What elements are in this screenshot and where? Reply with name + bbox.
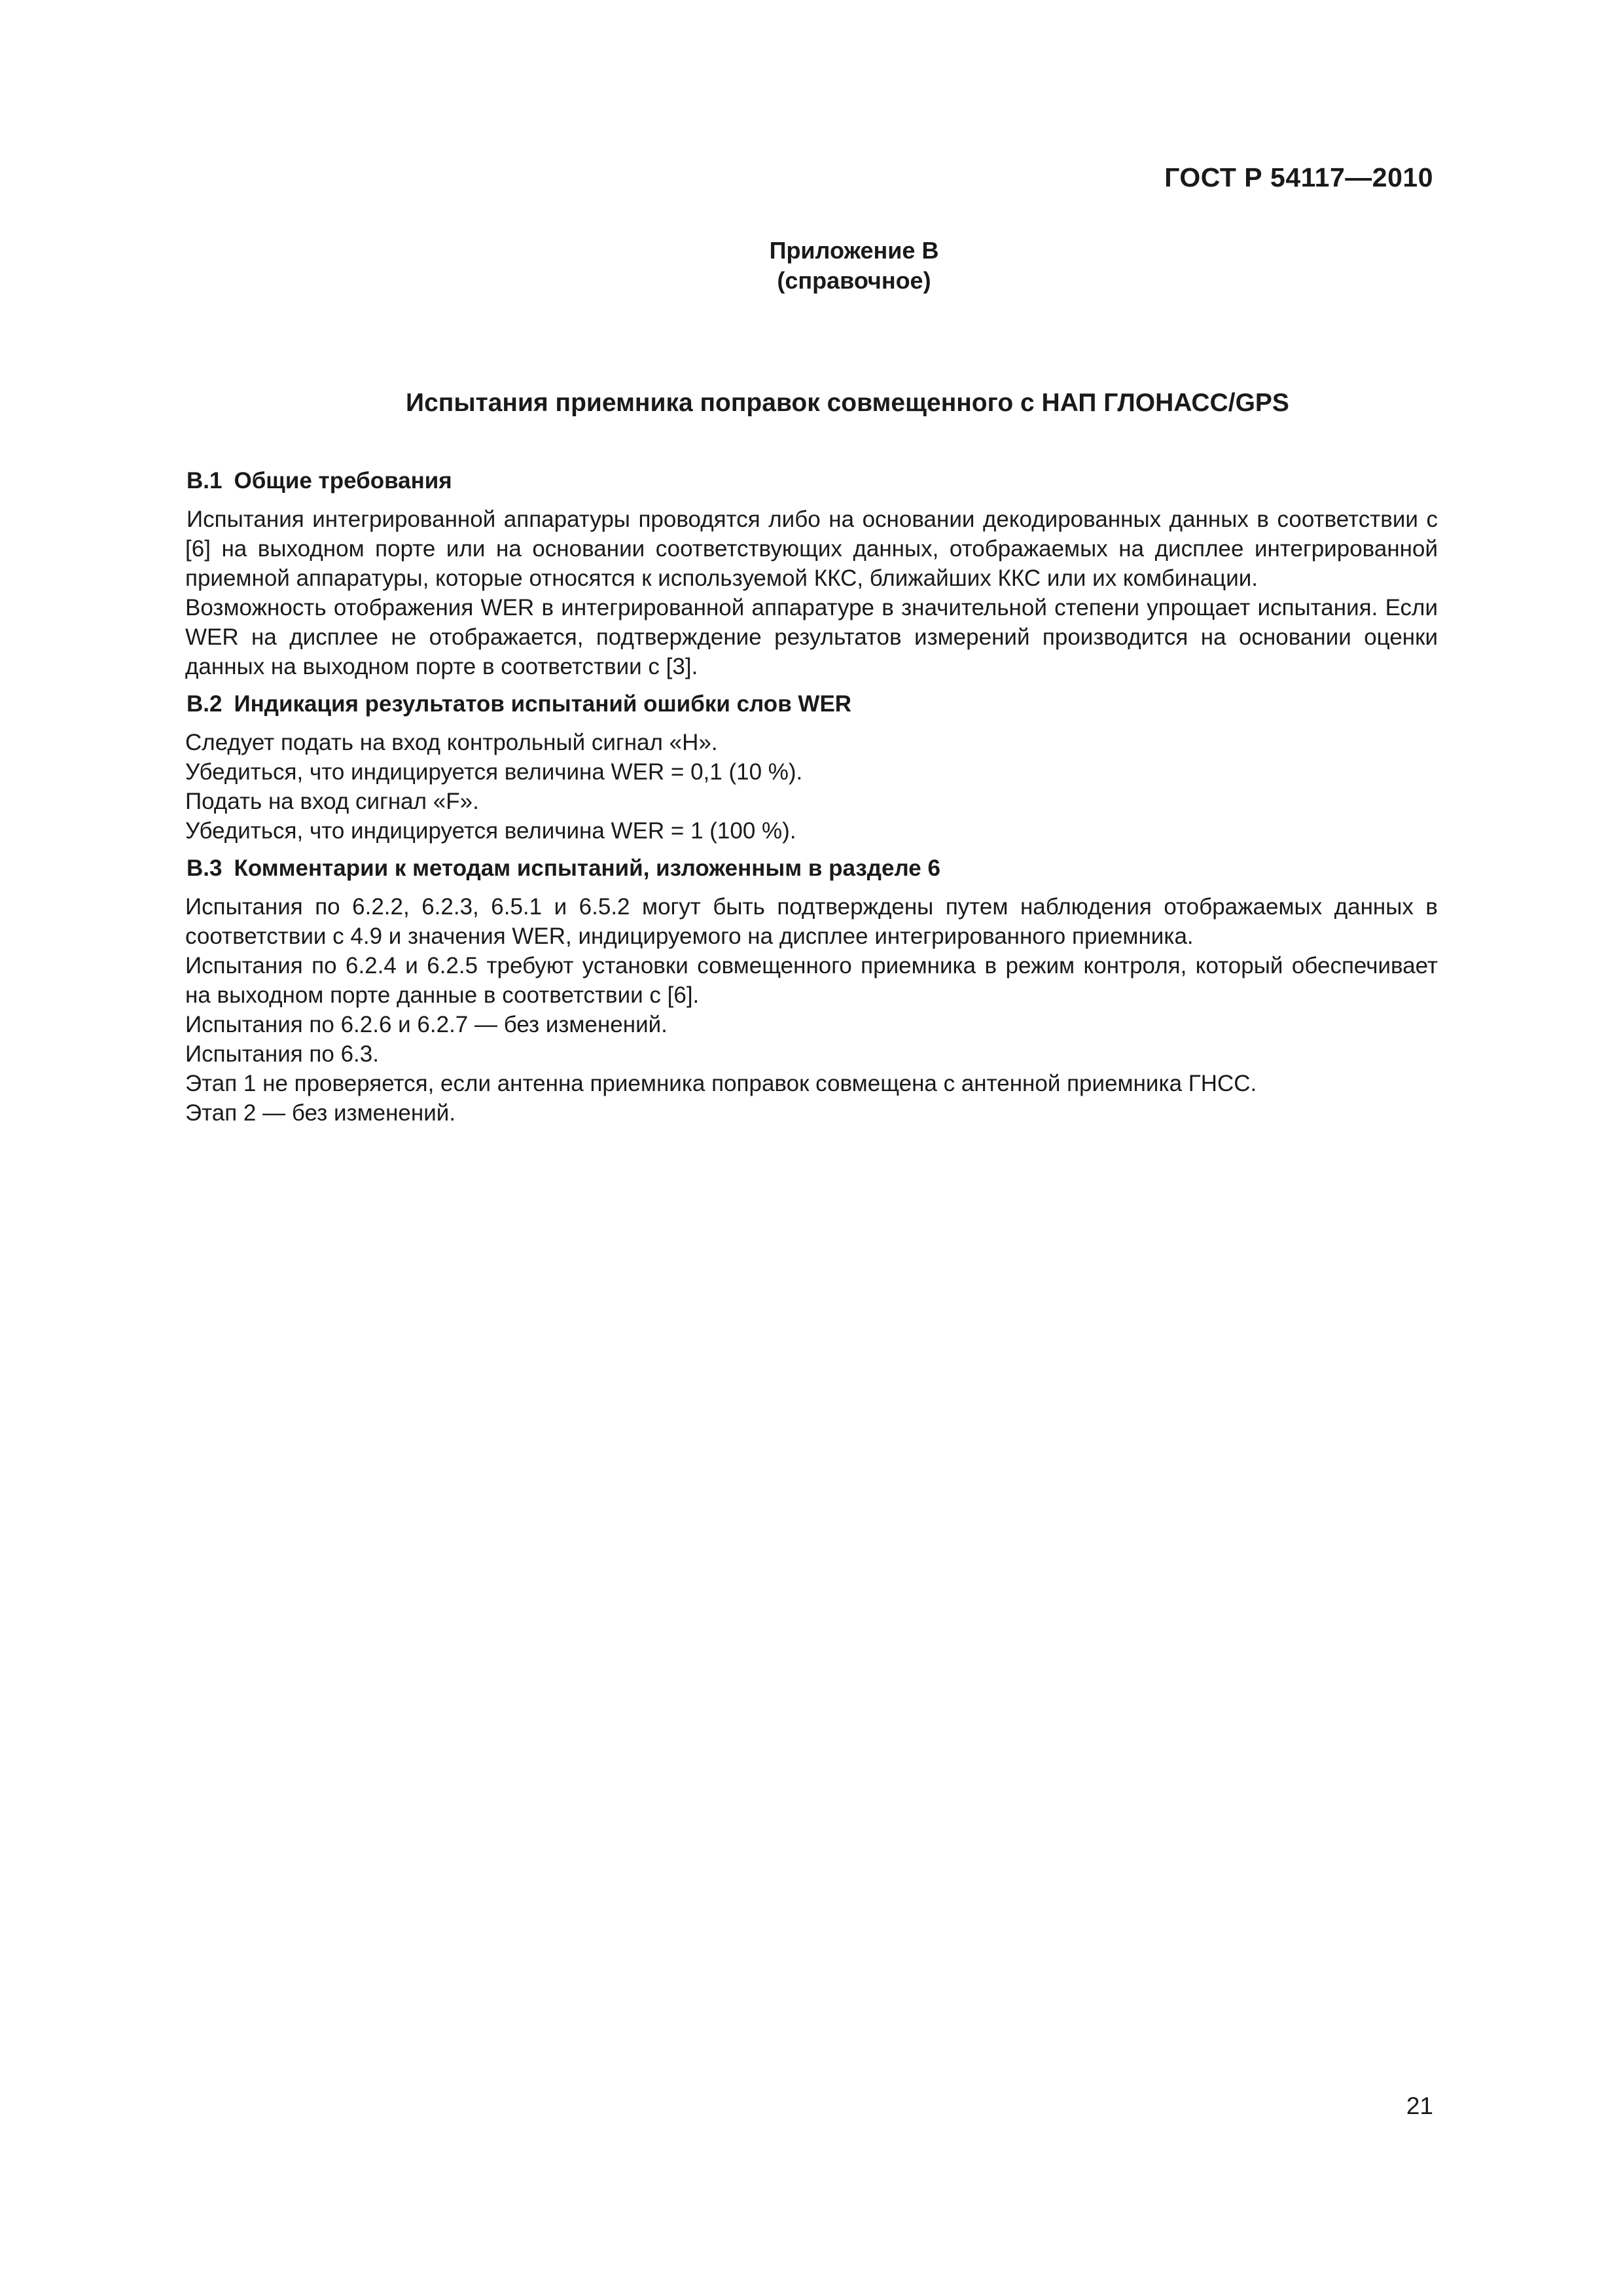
text-line: Испытания по 6.2.6 и 6.2.7 — без изменений. bbox=[185, 1012, 668, 1037]
section-number: В.1 bbox=[187, 468, 223, 493]
text-line: Этап 1 не проверяется, если антенна приемника поправок совмещена с антенной приемника ГНСС. bbox=[185, 1071, 1257, 1096]
page-title bbox=[0, 389, 1623, 418]
text-line: Испытания по 6.3. bbox=[185, 1041, 379, 1067]
paragraph: Испытания по 6.2.4 и 6.2.5 требуют установки совмещенного приемника в режим контроля, который обеспечивает на выходном порте данные в соответствии с [6]. bbox=[185, 953, 1438, 1008]
section-heading-b3 bbox=[185, 853, 1438, 883]
section-title: Общие требования bbox=[234, 468, 452, 493]
appendix-label: Приложение В bbox=[769, 237, 939, 264]
text-line: Этап 2 — без изменений. bbox=[185, 1100, 456, 1126]
paragraph: Испытания интегрированной аппаратуры проводятся либо на основании декодированных данных в соответствии с [6] на выходном порте или на основании соответствующих данных, отображаемых на дисплее интегрированной приемной аппаратуры, которые относятся к используемой ККС, ближайших ККС или их комбинации. bbox=[185, 507, 1438, 591]
appendix-header bbox=[0, 236, 1623, 296]
paragraph: Испытания по 6.2.2, 6.2.3, 6.5.1 и 6.5.2 могут быть подтверждены путем наблюдения отображаемых данных в соответствии с 4.9 и значения WER, индицируемого на дисплее интегрированного приемника. bbox=[185, 894, 1438, 949]
paragraph: Возможность отображения WER в интегрированной аппаратуре в значительной степени упрощает испытания. Если WER на дисплее не отображается, подтверждение результатов измерений производится на основании оценки данных на выходном порте в соответствии с [3]. bbox=[185, 595, 1438, 679]
text-line: Подать на вход сигнал «F». bbox=[185, 789, 479, 814]
page-number: 21 bbox=[1406, 2092, 1433, 2119]
section-title: Индикация результатов испытаний ошибки слов WER bbox=[234, 691, 852, 717]
appendix-type: (справочное) bbox=[777, 267, 931, 294]
section-number: В.2 bbox=[187, 691, 223, 717]
page-title-text: Испытания приемника поправок совмещенного с НАП ГЛОНАСС/GPS bbox=[406, 389, 1289, 417]
section-heading-b2 bbox=[185, 689, 1438, 719]
section-number: В.3 bbox=[187, 855, 223, 881]
document-body bbox=[185, 466, 1438, 1128]
text-line: Убедиться, что индицируется величина WER = 1 (100 %). bbox=[185, 818, 796, 844]
section-title: Комментарии к методам испытаний, изложенным в разделе 6 bbox=[234, 855, 940, 881]
text-line: Следует подать на вход контрольный сигнал «Н». bbox=[185, 730, 718, 755]
document-code: ГОСТ Р 54117—2010 bbox=[1164, 162, 1433, 192]
text-line: Убедиться, что индицируется величина WER = 0,1 (10 %). bbox=[185, 759, 803, 785]
section-heading-b1 bbox=[185, 466, 1438, 495]
